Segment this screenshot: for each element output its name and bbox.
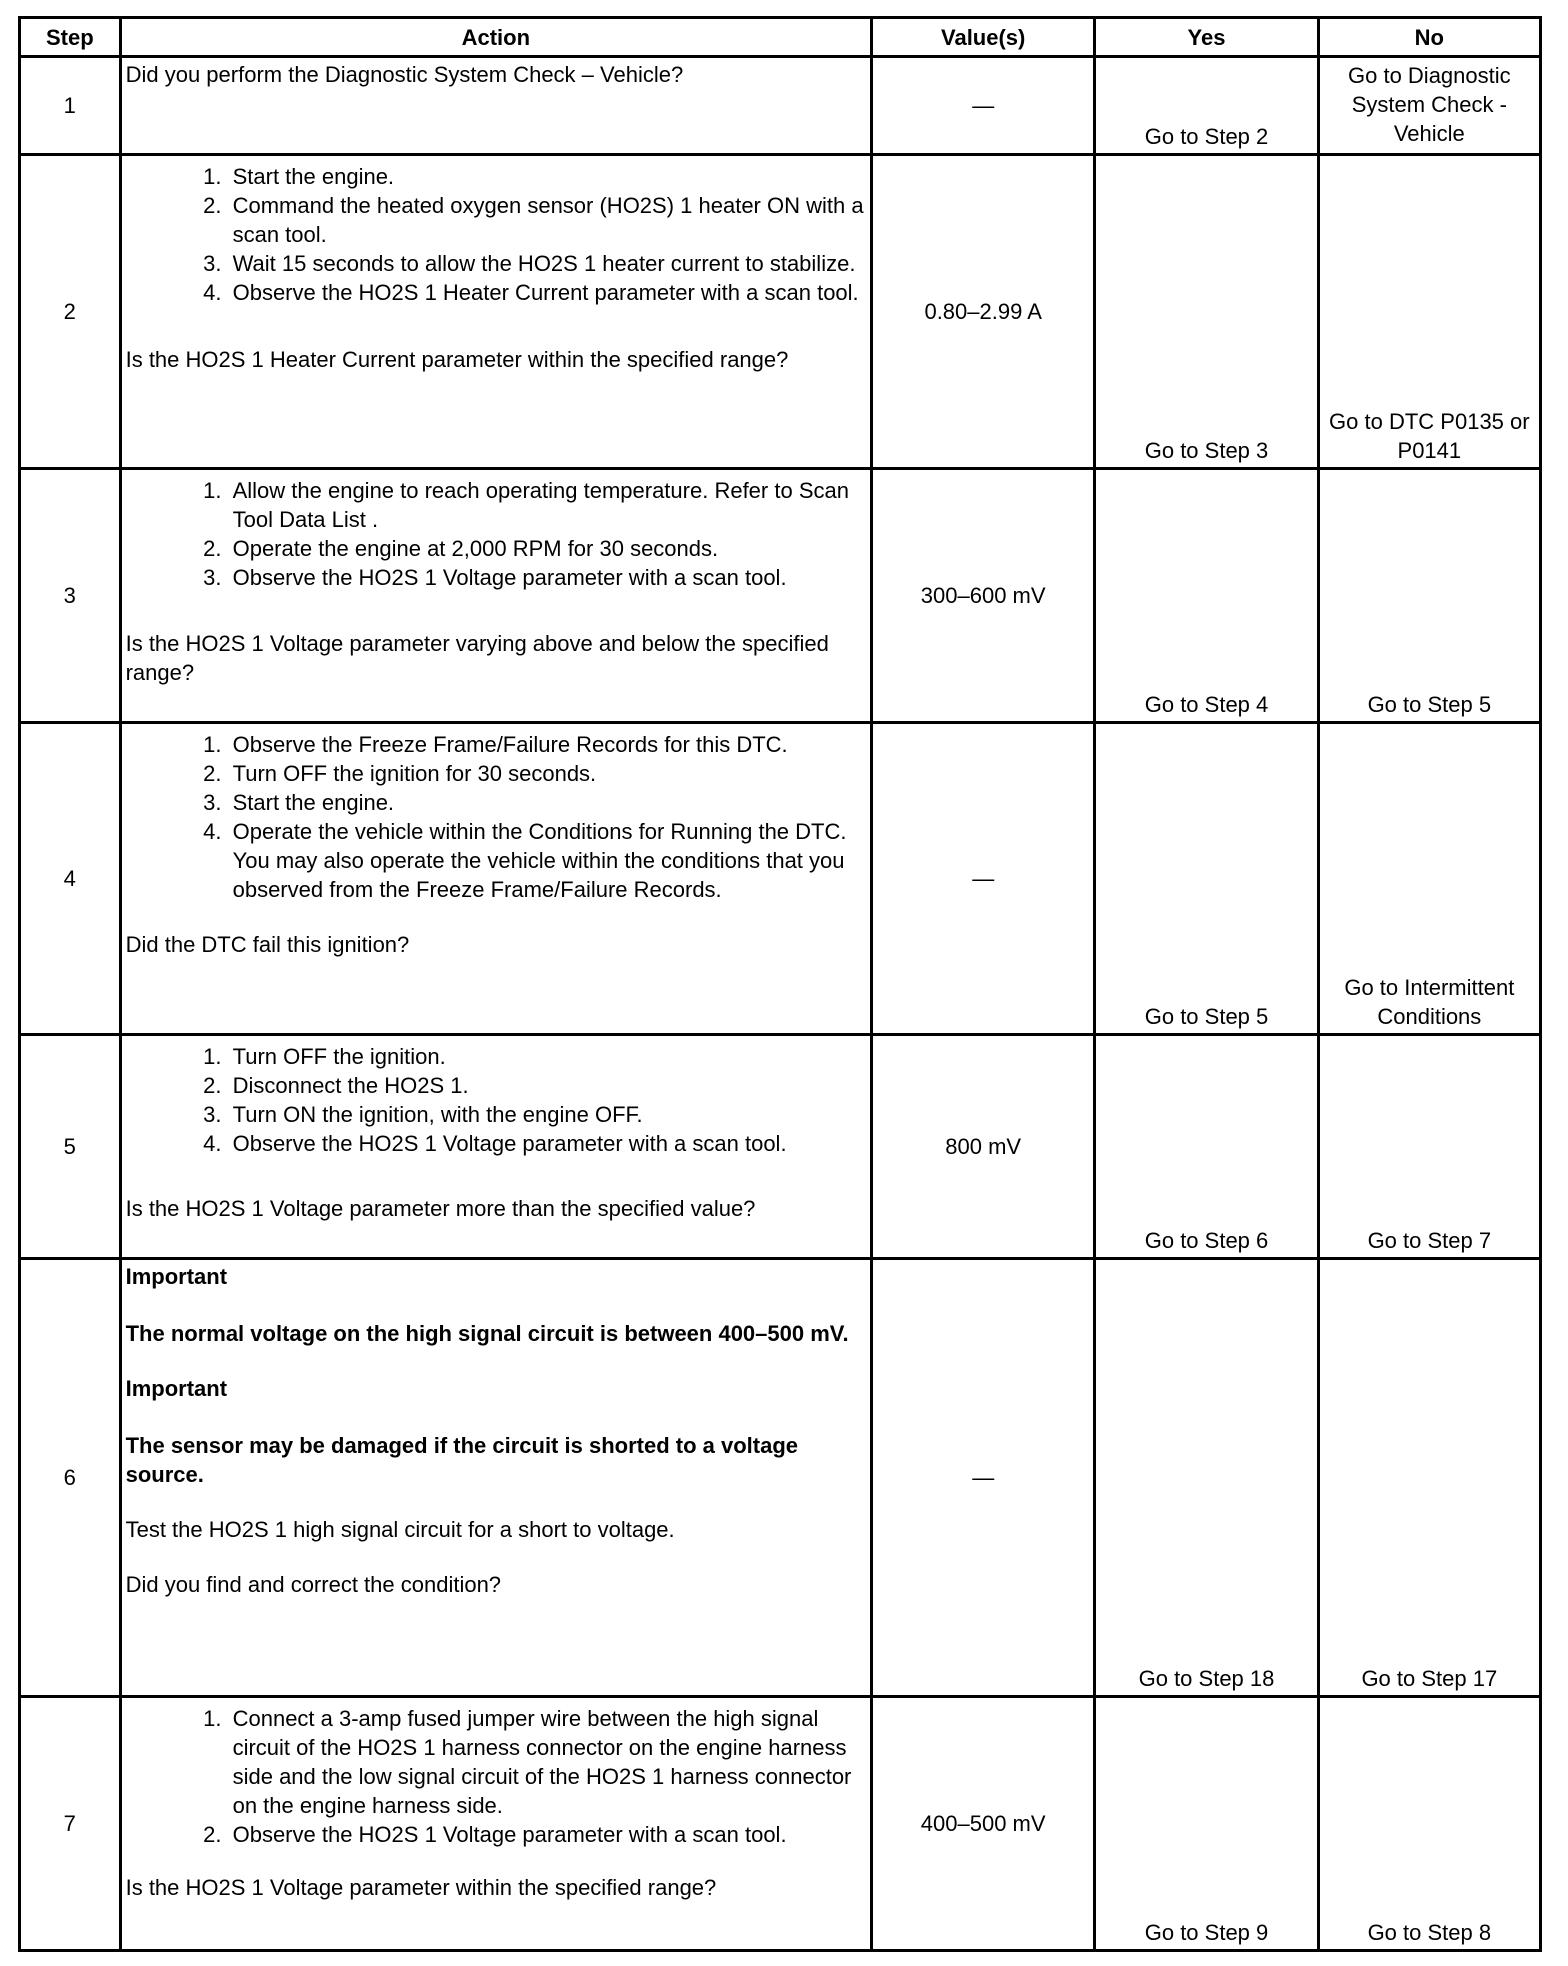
action-question: Did you perform the Diagnostic System Check – Vehicle? [125, 62, 684, 87]
table-row [20, 1259, 1541, 1697]
yes-cell: Go to Step 3 [1095, 155, 1318, 469]
diagnostic-table-page [18, 16, 1542, 1952]
value-cell: — [872, 1259, 1095, 1697]
no-cell: Go to DTC P0135 or P0141 [1318, 155, 1540, 469]
value-cell: — [872, 723, 1095, 1035]
yes-cell: Go to Step 4 [1095, 469, 1318, 723]
important-label: Important [125, 1376, 228, 1401]
action-steps-list [126, 730, 866, 904]
header-action: Action [120, 18, 871, 57]
step-number: 5 [20, 1035, 121, 1259]
value-cell: 800 mV [872, 1035, 1095, 1259]
list-item: 1. Start the engine. [228, 162, 866, 191]
no-cell: Go to Intermittent Conditions [1318, 723, 1540, 1035]
no-cell: Go to Step 8 [1318, 1697, 1540, 1951]
table-row [20, 57, 1541, 155]
table-header-row [20, 18, 1541, 57]
header-values: Value(s) [872, 18, 1095, 57]
header-no: No [1318, 18, 1540, 57]
yes-cell: Go to Step 9 [1095, 1697, 1318, 1951]
yes-cell: Go to Step 5 [1095, 723, 1318, 1035]
list-item: 3. Start the engine. [228, 788, 866, 817]
list-item: 2. Disconnect the HO2S 1. [228, 1071, 866, 1100]
table-row [20, 1035, 1541, 1259]
value-cell: 0.80–2.99 A [872, 155, 1095, 469]
step-number: 7 [20, 1697, 121, 1951]
action-cell [120, 57, 871, 155]
list-item: 3. Turn ON the ignition, with the engine OFF. [228, 1100, 866, 1129]
table-row [20, 1697, 1541, 1951]
list-item: 2. Turn OFF the ignition for 30 seconds. [228, 759, 866, 788]
table-row [20, 155, 1541, 469]
value-cell: 400–500 mV [872, 1697, 1095, 1951]
value-cell: 300–600 mV [872, 469, 1095, 723]
no-cell: Go to Step 5 [1318, 469, 1540, 723]
action-question: Is the HO2S 1 Voltage parameter within the specified range? [125, 1875, 717, 1900]
list-item: 2. Observe the HO2S 1 Voltage parameter with a scan tool. [228, 1820, 866, 1849]
yes-cell: Go to Step 6 [1095, 1035, 1318, 1259]
action-question: Did the DTC fail this ignition? [125, 932, 410, 957]
step-number: 4 [20, 723, 121, 1035]
list-item: 1. Allow the engine to reach operating temperature. Refer to Scan Tool Data List . [228, 476, 866, 534]
step-number: 1 [20, 57, 121, 155]
list-item: 1. Connect a 3-amp fused jumper wire between the high signal circuit of the HO2S 1 harness connector on the engine harness side and the low signal circuit of the HO2S 1 harness connector on the engine harness side. [228, 1704, 866, 1820]
list-item: 4. Operate the vehicle within the Conditions for Running the DTC. You may also operate the vehicle within the conditions that you observed from the Freeze Frame/Failure Records. [228, 817, 866, 904]
action-cell [120, 723, 871, 1035]
important-label: Important [125, 1264, 228, 1289]
action-cell [120, 1035, 871, 1259]
action-cell [120, 1697, 871, 1951]
action-cell [120, 1259, 871, 1697]
list-item: 1. Turn OFF the ignition. [228, 1042, 866, 1071]
list-item: 3. Wait 15 seconds to allow the HO2S 1 heater current to stabilize. [228, 249, 866, 278]
action-question: Is the HO2S 1 Voltage parameter varying above and below the specified range? [125, 631, 829, 685]
table-row [20, 469, 1541, 723]
header-step: Step [20, 18, 121, 57]
table-row [20, 723, 1541, 1035]
yes-cell: Go to Step 18 [1095, 1259, 1318, 1697]
important-note: The sensor may be damaged if the circuit is shorted to a voltage source. [125, 1433, 798, 1487]
list-item: 1. Observe the Freeze Frame/Failure Records for this DTC. [228, 730, 866, 759]
no-cell: Go to Diagnostic System Check - Vehicle [1318, 57, 1540, 155]
list-item: 2. Operate the engine at 2,000 RPM for 30 seconds. [228, 534, 866, 563]
action-question: Did you find and correct the condition? [125, 1572, 502, 1597]
value-cell: — [872, 57, 1095, 155]
important-note: The normal voltage on the high signal circuit is between 400–500 mV. [125, 1321, 849, 1346]
header-yes: Yes [1095, 18, 1318, 57]
action-question: Is the HO2S 1 Voltage parameter more than the specified value? [125, 1196, 756, 1221]
no-cell: Go to Step 17 [1318, 1259, 1540, 1697]
diagnostic-table [18, 16, 1542, 1952]
action-steps-list [126, 1704, 866, 1849]
yes-cell: Go to Step 2 [1095, 57, 1318, 155]
step-number: 2 [20, 155, 121, 469]
action-cell [120, 155, 871, 469]
no-cell: Go to Step 7 [1318, 1035, 1540, 1259]
list-item: 2. Command the heated oxygen sensor (HO2S) 1 heater ON with a scan tool. [228, 191, 866, 249]
step-number: 6 [20, 1259, 121, 1697]
step-number: 3 [20, 469, 121, 723]
list-item: 4. Observe the HO2S 1 Heater Current parameter with a scan tool. [228, 278, 866, 307]
action-steps-list [126, 1042, 866, 1158]
action-steps-list [126, 476, 866, 592]
action-question: Is the HO2S 1 Heater Current parameter within the specified range? [125, 347, 789, 372]
list-item: 3. Observe the HO2S 1 Voltage parameter with a scan tool. [228, 563, 866, 592]
action-steps-list [126, 162, 866, 307]
action-cell [120, 469, 871, 723]
action-instruction: Test the HO2S 1 high signal circuit for a short to voltage. [125, 1517, 675, 1542]
list-item: 4. Observe the HO2S 1 Voltage parameter with a scan tool. [228, 1129, 866, 1158]
